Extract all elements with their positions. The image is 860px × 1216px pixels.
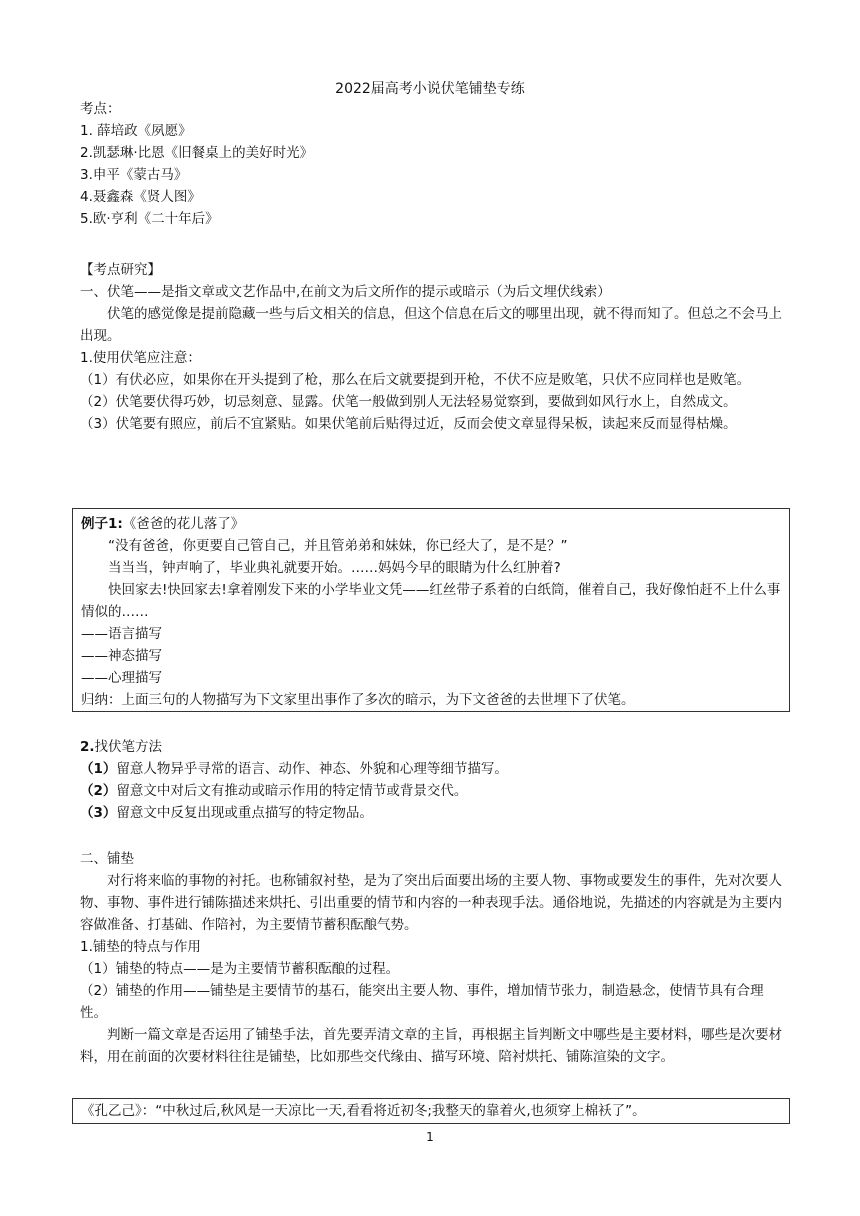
find-item-number: （2）	[80, 783, 117, 799]
example-quote-line: 当当当，钟声响了，毕业典礼就要开始。……妈妈今早的眼睛为什么红肿着?	[108, 560, 561, 576]
find-item	[80, 802, 784, 824]
kaodian-item: 2.凯瑟琳·比恩《旧餐桌上的美好时光》	[80, 145, 314, 161]
note-item: （2）伏笔要伏得巧妙，切忌刻意、显露。伏笔一般做到别人无法轻易觉察到，要做到如风行水上，自然成文。	[80, 394, 737, 410]
find-item-number: （3）	[80, 805, 117, 821]
find-method-section	[80, 736, 784, 824]
kaodian-item: 3.申平《蒙古马》	[80, 167, 188, 183]
find-item-text: 留意人物异乎寻常的语言、动作、神态、外貌和心理等细节描写。	[116, 761, 508, 777]
kaodian-label: 考点：	[80, 101, 121, 117]
example-quote-line: “没有爸爸，你更要自己管自己，并且管弟弟和妹妹，你已经大了，是不是？”	[108, 538, 568, 554]
fubi-section	[80, 259, 784, 435]
example-summary: 归纳：上面三句的人物描写为下文家里出事作了多次的暗示，为下文爸爸的去世埋下了伏笔。	[81, 692, 635, 708]
find-title-text: 找伏笔方法	[94, 739, 163, 755]
example-title: 《爸爸的花儿落了》	[122, 516, 245, 532]
example-number: 例子1:	[81, 516, 123, 532]
pudian-judge-paragraph: 判断一篇文章是否运用了铺垫手法，首先要弄清文章的主旨，再根据主旨判断文中哪些是主要材料，哪些是次要材料，用在前面的次要材料往往是铺垫，比如那些交代缘由、描写环境、陪衬烘托、铺陈渲染的文字。	[80, 1027, 782, 1065]
kaodian-item: 1. 薛培政《夙愿》	[80, 123, 192, 139]
find-item	[80, 780, 784, 802]
pudian-heading: 二、铺垫	[80, 851, 134, 867]
kaodian-block	[80, 98, 784, 230]
quote-box	[72, 1098, 790, 1124]
example-tag: ——神态描写	[81, 648, 162, 664]
find-item-text: 留意文中反复出现或重点描写的特定物品。	[116, 805, 373, 821]
note-item: （3）伏笔要有照应，前后不宜紧贴。如果伏笔前后贴得过近，反而会使文章显得呆板，读起来反而显得枯燥。	[80, 416, 737, 432]
pudian-definition: 对行将来临的事物的衬托。也称铺叙衬垫，是为了突出后面要出场的主要人物、事物或要发生的事件，先对次要人物、事物、事件进行铺陈描述来烘托、引出重要的情节和内容的一种表现手法。通俗地说，先描述的内容就是为主要内容做准备、打基础、作陪衬，为主要情节蓄积酝酿气势。	[80, 873, 782, 933]
section-header: 【考点研究】	[80, 262, 161, 278]
fubi-feeling-paragraph: 伏笔的感觉像是提前隐藏一些与后文相关的信息，但这个信息在后文的哪里出现，就不得而知了。但总之不会马上出现。	[80, 306, 782, 344]
find-item-number: （1）	[80, 761, 117, 777]
find-title	[80, 736, 784, 758]
note-title: 1.使用伏笔应注意：	[80, 350, 201, 366]
document-title: 2022届高考小说伏笔铺垫专练	[335, 81, 525, 97]
page-number: 1	[426, 1130, 434, 1144]
kongyiji-quote: 《孔乙己》：“中秋过后,秋风是一天凉比一天,看看将近初冬;我整天的靠着火,也须穿上棉袄了”。	[81, 1103, 646, 1119]
kaodian-item: 4.聂鑫森《贤人图》	[80, 189, 201, 205]
note-item: （1）有伏必应，如果你在开头提到了枪，那么在后文就要提到开枪，不伏不应是败笔，只伏不应同样也是败笔。	[80, 372, 751, 388]
example-box	[72, 508, 790, 712]
pudian-point: （1）铺垫的特点——是为主要情节蓄积酝酿的过程。	[80, 961, 400, 977]
kaodian-item: 5.欧·亨利《二十年后》	[80, 211, 219, 227]
pudian-section	[80, 848, 784, 1068]
find-title-number: 2.	[80, 739, 95, 755]
find-item	[80, 758, 784, 780]
example-quote-line: 快回家去!快回家去!拿着刚发下来的小学毕业文凭——红丝带子系着的白纸筒，催着自己，我好像怕赶不上什么事情似的……	[81, 582, 781, 620]
pudian-subtitle: 1.铺垫的特点与作用	[80, 939, 201, 955]
example-label	[73, 513, 789, 535]
example-tag: ——语言描写	[81, 626, 162, 642]
find-item-text: 留意文中对后文有推动或暗示作用的特定情节或背景交代。	[116, 783, 468, 799]
fubi-definition: 一、伏笔——是指文章或文艺作品中,在前文为后文所作的提示或暗示（为后文埋伏线索）	[80, 284, 611, 300]
example-tag: ——心理描写	[81, 670, 162, 686]
pudian-point: （2）铺垫的作用——铺垫是主要情节的基石，能突出主要人物、事件，增加情节张力，制造悬念，使情节具有合理性。	[80, 983, 764, 1021]
